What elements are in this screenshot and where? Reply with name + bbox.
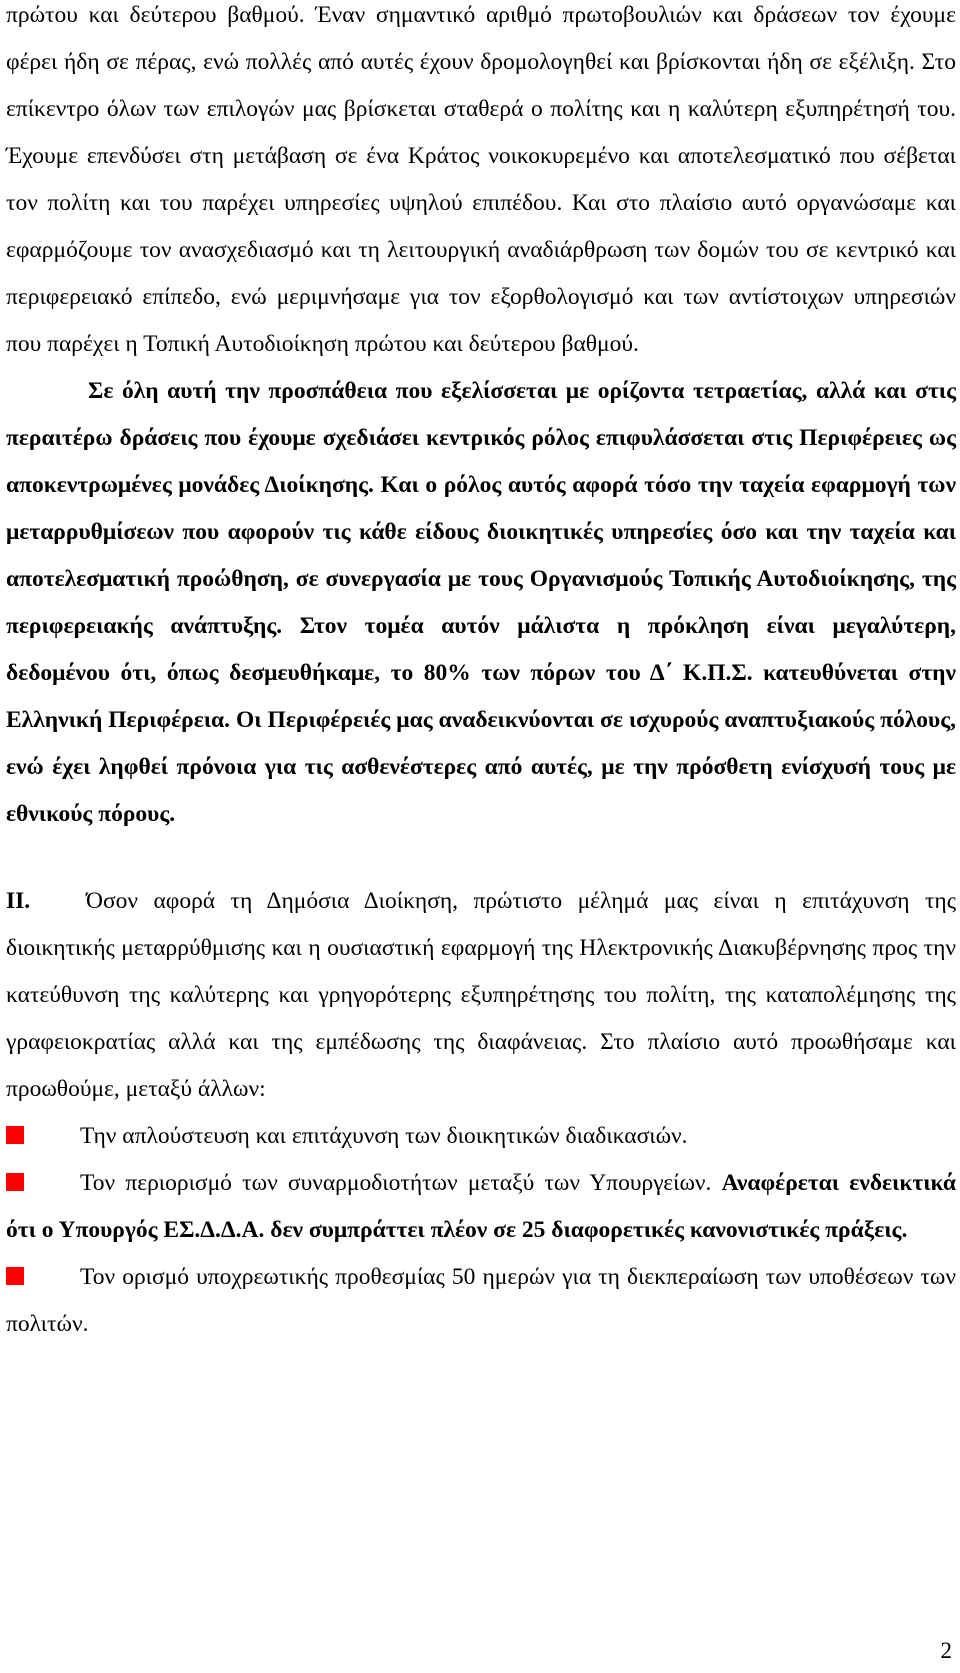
section-number: ΙΙ.: [6, 888, 31, 914]
bullet-item-3: [6, 1254, 956, 1348]
bullet-text: Τον ορισμό υποχρεωτικής προθεσμίας 50 ημερών για τη διεκπεραίωση των υποθέσεων των πολιτών.: [6, 1264, 956, 1337]
page-number: 2: [940, 1638, 952, 1663]
red-square-bullet-icon: [6, 1173, 24, 1191]
bullet-bold-text: Αναφέρεται ενδεικτικά ότι ο Υπουργός ΕΣ.Δ.Δ.Α. δεν συμπράττει πλέον σε 25 διαφορετικές κανονιστικές πράξεις.: [6, 1170, 956, 1243]
paragraph-body-1: πρώτου και δεύτερου βαθμού. Έναν σημαντικό αριθμό πρωτοβουλιών και δράσεων τον έχουμε φέρει ήδη σε πέρας, ενώ πολλές από αυτές έχουν δρομολογηθεί και βρίσκονται ήδη σε εξέλιξη. Στο επίκεντρο όλων των επιλογών μας βρίσκεται σταθερά ο πολίτης και η καλύτερη εξυπηρέτησή του. Έχουμε επενδύσει στη μετάβαση σε ένα Κράτος νοικοκυρεμένο και αποτελεσματικό που σέβεται τον πολίτη και του παρέχει υπηρεσίες υψηλού επιπέδου. Και στο πλαίσιο αυτό οργανώσαμε και εφαρμόζουμε τον ανασχεδιασμό και τη λειτουργική αναδιάρθρωση των δομών του σε κεντρικό και περιφερειακό επίπεδο, ενώ μεριμνήσαμε για τον εξορθολογισμό και των αντίστοιχων υπηρεσιών που παρέχει η Τοπική Αυτοδιοίκηση πρώτου και δεύτερου βαθμού.: [6, 2, 956, 357]
red-square-bullet-icon: [6, 1126, 24, 1144]
document-page: [6, 0, 956, 1348]
paragraph-bold-text: Σε όλη αυτή την προσπάθεια που εξελίσσεται με ορίζοντα τετραετίας, αλλά και στις περαιτέρω δράσεις που έχουμε σχεδιάσει κεντρικός ρόλος επιφυλάσσεται στις Περιφέρειες ως αποκεντρωμένες μονάδες Διοίκησης. Και ο ρόλος αυτός αφορά τόσο την ταχεία εφαρμογή των μεταρρυθμίσεων που αφορούν τις κάθε είδους διοικητικές υπηρεσίες όσο και την ταχεία και αποτελεσματική προώθηση, σε συνεργασία με τους Οργανισμούς Τοπικής Αυτοδιοίκησης, της περιφερειακής ανάπτυξης. Στον τομέα αυτόν μάλιστα η πρόκληση είναι μεγαλύτερη, δεδομένου ότι, όπως δεσμευθήκαμε, το 80% των πόρων του Δ΄ Κ.Π.Σ. κατευθύνεται στην Ελληνική Περιφέρεια. Οι Περιφέρειές μας αναδεικνύονται σε ισχυρούς αναπτυξιακούς πόλους, ενώ έχει ληφθεί πρόνοια για τις ασθενέστερες από αυτές, με την πρόσθετη ενίσχυσή τους με εθνικούς πόρους.: [6, 378, 956, 827]
paragraph-bold-2: [6, 368, 956, 838]
bullet-text: Την απλούστευση και επιτάχυνση των διοικητικών διαδικασιών.: [80, 1123, 688, 1149]
section-text: Όσον αφορά τη Δημόσια Διοίκηση, πρώτιστο μέλημά μας είναι η επιτάχυνση της διοικητικής μεταρρύθμισης και η ουσιαστική εφαρμογή της Ηλεκτρονικής Διακυβέρνησης προς την κατεύθυνση της καλύτερης και γρηγορότερης εξυπηρέτησης του πολίτη, της καταπολέμησης της γραφειοκρατίας αλλά και της εμπέδωσης της διαφάνειας. Στο πλαίσιο αυτό προωθήσαμε και προωθούμε, μεταξύ άλλων:: [6, 888, 956, 1102]
bullet-text: Τον περιορισμό των συναρμοδιοτήτων μεταξύ των Υπουργείων.: [80, 1170, 712, 1196]
bullet-item-2: [6, 1160, 956, 1254]
red-square-bullet-icon: [6, 1267, 24, 1285]
section-ii-paragraph: [6, 878, 956, 1113]
bullet-item-1: [6, 1113, 956, 1160]
